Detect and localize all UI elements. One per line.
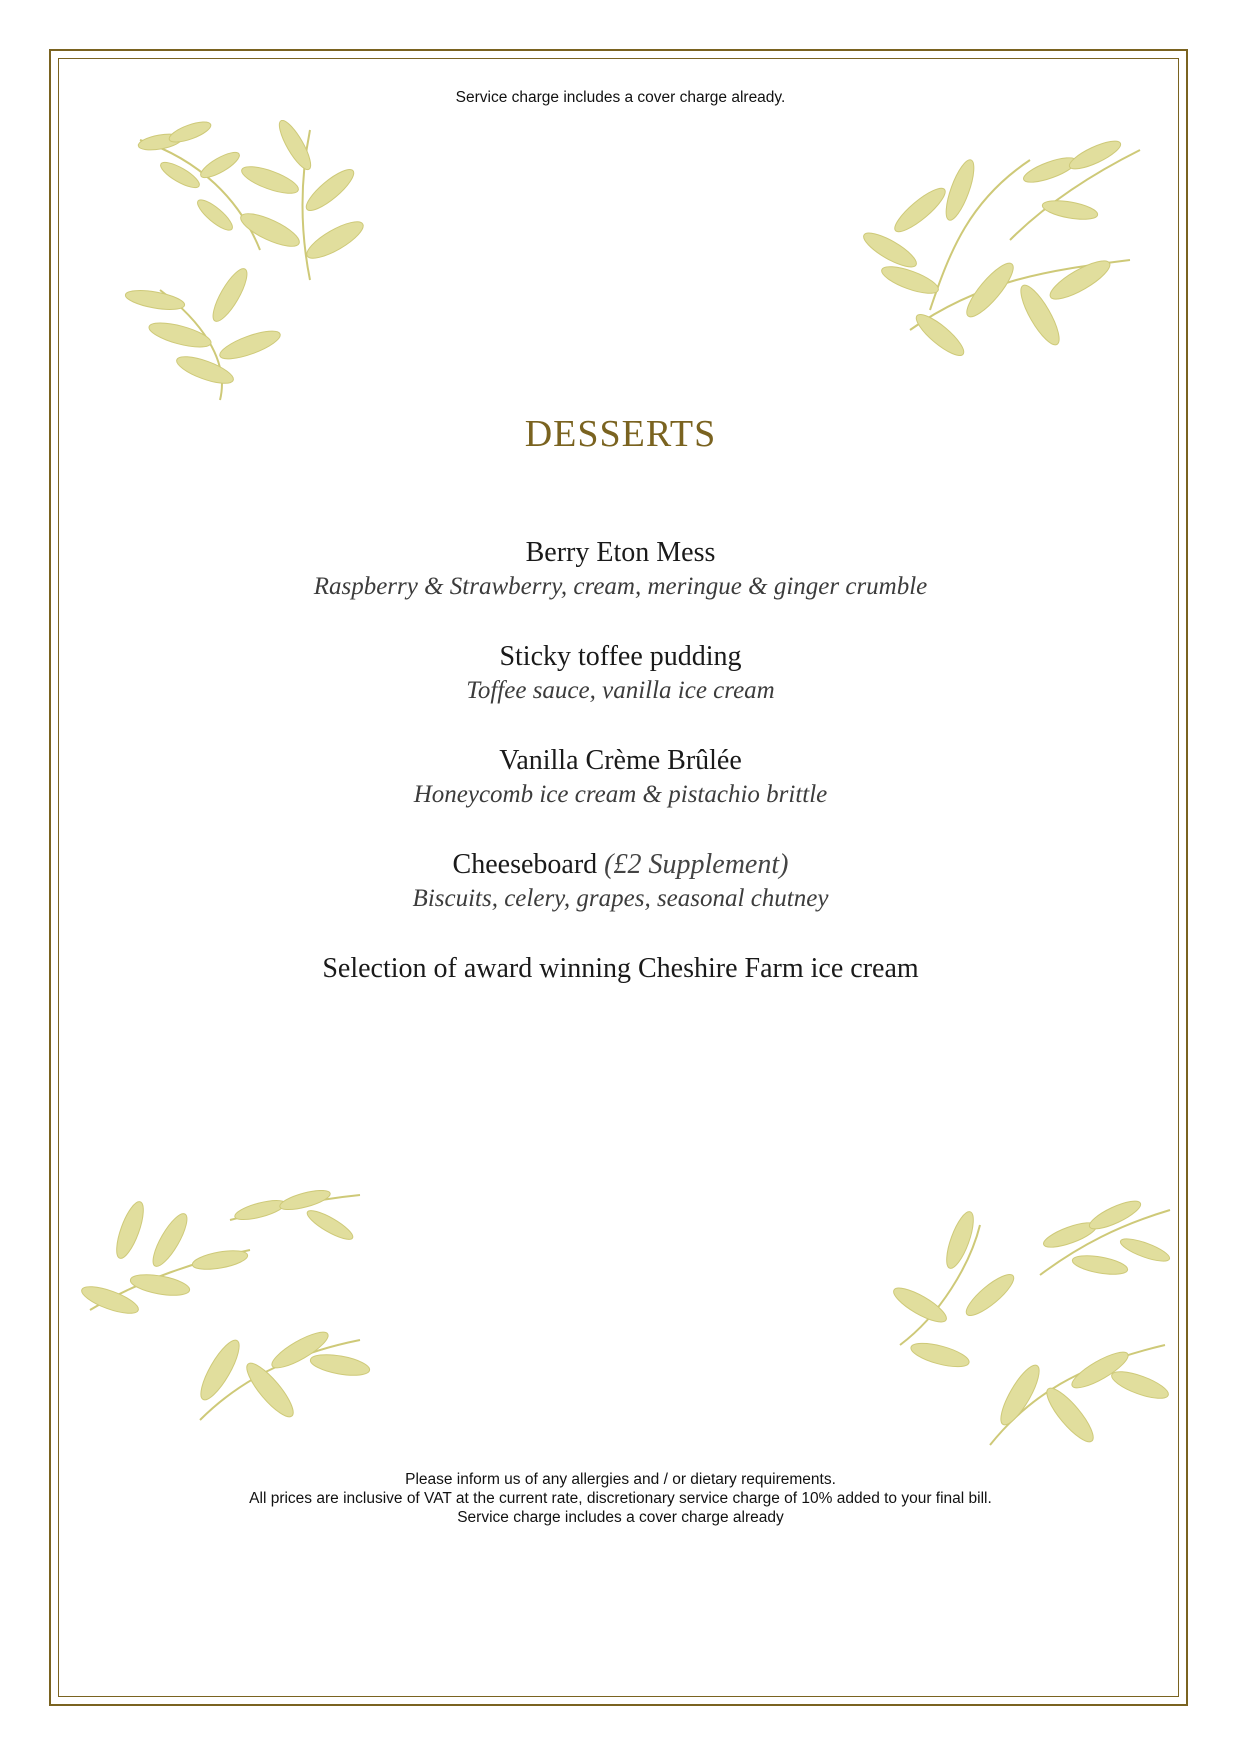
menu-item-sticky-toffee-pudding <box>0 640 1241 708</box>
footer-notes <box>0 1470 1241 1527</box>
menu-item-ice-cream <box>0 952 1241 986</box>
service-charge-footer-note: Service charge includes a cover charge already <box>457 1509 784 1526</box>
item-supplement: (£2 Supplement) <box>604 849 789 880</box>
leaf-decoration-bottom-right-icon <box>880 1195 1175 1465</box>
item-description: Toffee sauce, vanilla ice cream <box>466 677 775 704</box>
menu-item-cheeseboard <box>0 848 1241 916</box>
vat-note: All prices are inclusive of VAT at the current rate, discretionary service charge of 10% added to your final bill. <box>249 1490 992 1507</box>
item-description: Raspberry & Strawberry, cream, meringue & ginger crumble <box>313 573 928 600</box>
leaf-decoration-top-right-icon <box>850 130 1150 380</box>
menu-item-berry-eton-mess <box>0 536 1241 604</box>
item-name: Sticky toffee pudding <box>499 641 742 672</box>
service-charge-note: Service charge includes a cover charge already. <box>455 89 786 106</box>
item-name: Berry Eton Mess <box>525 537 716 568</box>
item-name-line <box>0 848 1241 882</box>
allergy-note: Please inform us of any allergies and / or dietary requirements. <box>405 1471 836 1488</box>
item-name: Vanilla Crème Brûlée <box>499 745 742 776</box>
item-name: Selection of award winning Cheshire Farm ice cream <box>322 953 919 984</box>
menu-item-creme-brulee <box>0 744 1241 812</box>
page-title: DESSERTS <box>524 413 717 455</box>
item-name: Cheeseboard <box>452 849 598 880</box>
item-description: Biscuits, celery, grapes, seasonal chutney <box>412 885 829 912</box>
item-description: Honeycomb ice cream & pistachio brittle <box>413 781 828 808</box>
leaf-decoration-bottom-left-icon <box>70 1190 380 1440</box>
leaf-decoration-top-left-icon <box>120 120 400 410</box>
